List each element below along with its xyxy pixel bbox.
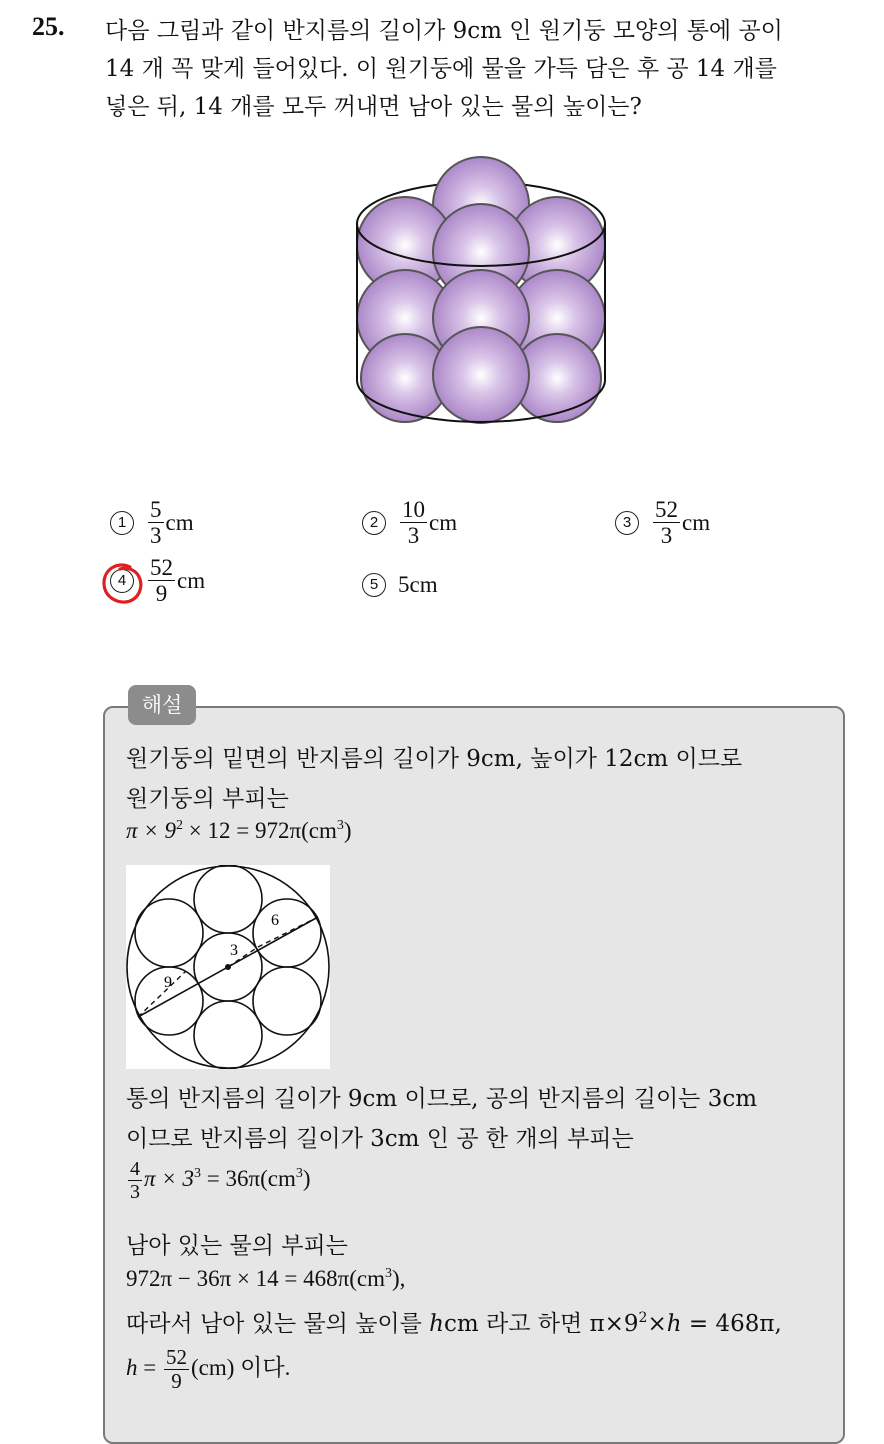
choice-1-marker: 1: [110, 511, 134, 535]
solution-line-6: 따라서 남아 있는 물의 높이를 hcm 라고 하면 $\pi\times 9^2\times h = 468\pi$,: [126, 1310, 782, 1337]
choice-3-fraction: $\frac{52}{3}$: [655, 497, 678, 549]
question-line-2: 14 개 꼭 맞게 들어있다. 이 원기둥에 물을 가득 담은 후 공 14 개를: [105, 56, 777, 82]
choice-3[interactable]: [615, 497, 710, 549]
choice-4-marker: 4: [110, 569, 134, 593]
solution-tag: 해설: [128, 685, 196, 725]
cylinder-figure: [350, 150, 612, 430]
solution-line-4: 이므로 반지름의 길이가 3cm 인 공 한 개의 부피는: [126, 1126, 634, 1152]
choice-4-unit: cm: [177, 567, 206, 593]
question-line-3: 넣은 뒤, 14 개를 모두 꺼내면 남아 있는 물의 높이는?: [105, 94, 642, 120]
choice-5-marker: 5: [362, 573, 386, 597]
solution-eq-3: $972\pi - 36\pi \times 14 = 468\pi(cm^3)$,: [126, 1266, 406, 1291]
choice-3-unit: cm: [682, 509, 711, 535]
choice-5-text: 5cm: [398, 572, 438, 597]
solution-eq-1: $\pi \times 9^2 \times 12 = 972\pi(cm^3)$: [126, 818, 352, 843]
choice-2-marker: 2: [362, 511, 386, 535]
question-number: 25.: [32, 12, 65, 41]
cross-section-diagram: [126, 865, 330, 1069]
solution-eq-2: $\frac{4}{3}$ $\pi \times 3^3 = 36\pi(cm^3)$: [130, 1158, 311, 1203]
solution-line-1: 원기둥의 밑면의 반지름의 길이가 9cm, 높이가 12cm 이므로: [126, 746, 743, 772]
choice-2-fraction: $\frac{10}{3}$: [402, 497, 425, 549]
choice-5[interactable]: [362, 572, 438, 598]
diagram-label-left: 9: [164, 974, 172, 991]
solution-eq-4: h = $\frac{52}{9}$ (cm) 이다.: [126, 1345, 291, 1394]
choice-4-fraction: $\frac{52}{9}$: [150, 555, 173, 607]
answer-mark-icon: [100, 561, 146, 607]
solution-line-3: 통의 반지름의 길이가 9cm 이므로, 공의 반지름의 길이는 3cm: [126, 1086, 758, 1112]
choice-2-unit: cm: [429, 509, 458, 535]
choice-2[interactable]: [362, 497, 457, 549]
diagram-label-inner: 3: [230, 942, 238, 959]
solution-line-5: 남아 있는 물의 부피는: [126, 1233, 348, 1259]
choice-1[interactable]: [110, 497, 194, 549]
question-text: [105, 12, 865, 126]
choice-1-fraction: $\frac{5}{3}$: [150, 497, 162, 549]
diagram-label-right: 6: [271, 912, 279, 929]
solution-line-2: 원기둥의 부피는: [126, 786, 289, 812]
choice-1-unit: cm: [165, 509, 194, 535]
question-line-1: 다음 그림과 같이 반지름의 길이가 9cm 인 원기둥 모양의 통에 공이: [105, 18, 783, 44]
choice-3-marker: 3: [615, 511, 639, 535]
